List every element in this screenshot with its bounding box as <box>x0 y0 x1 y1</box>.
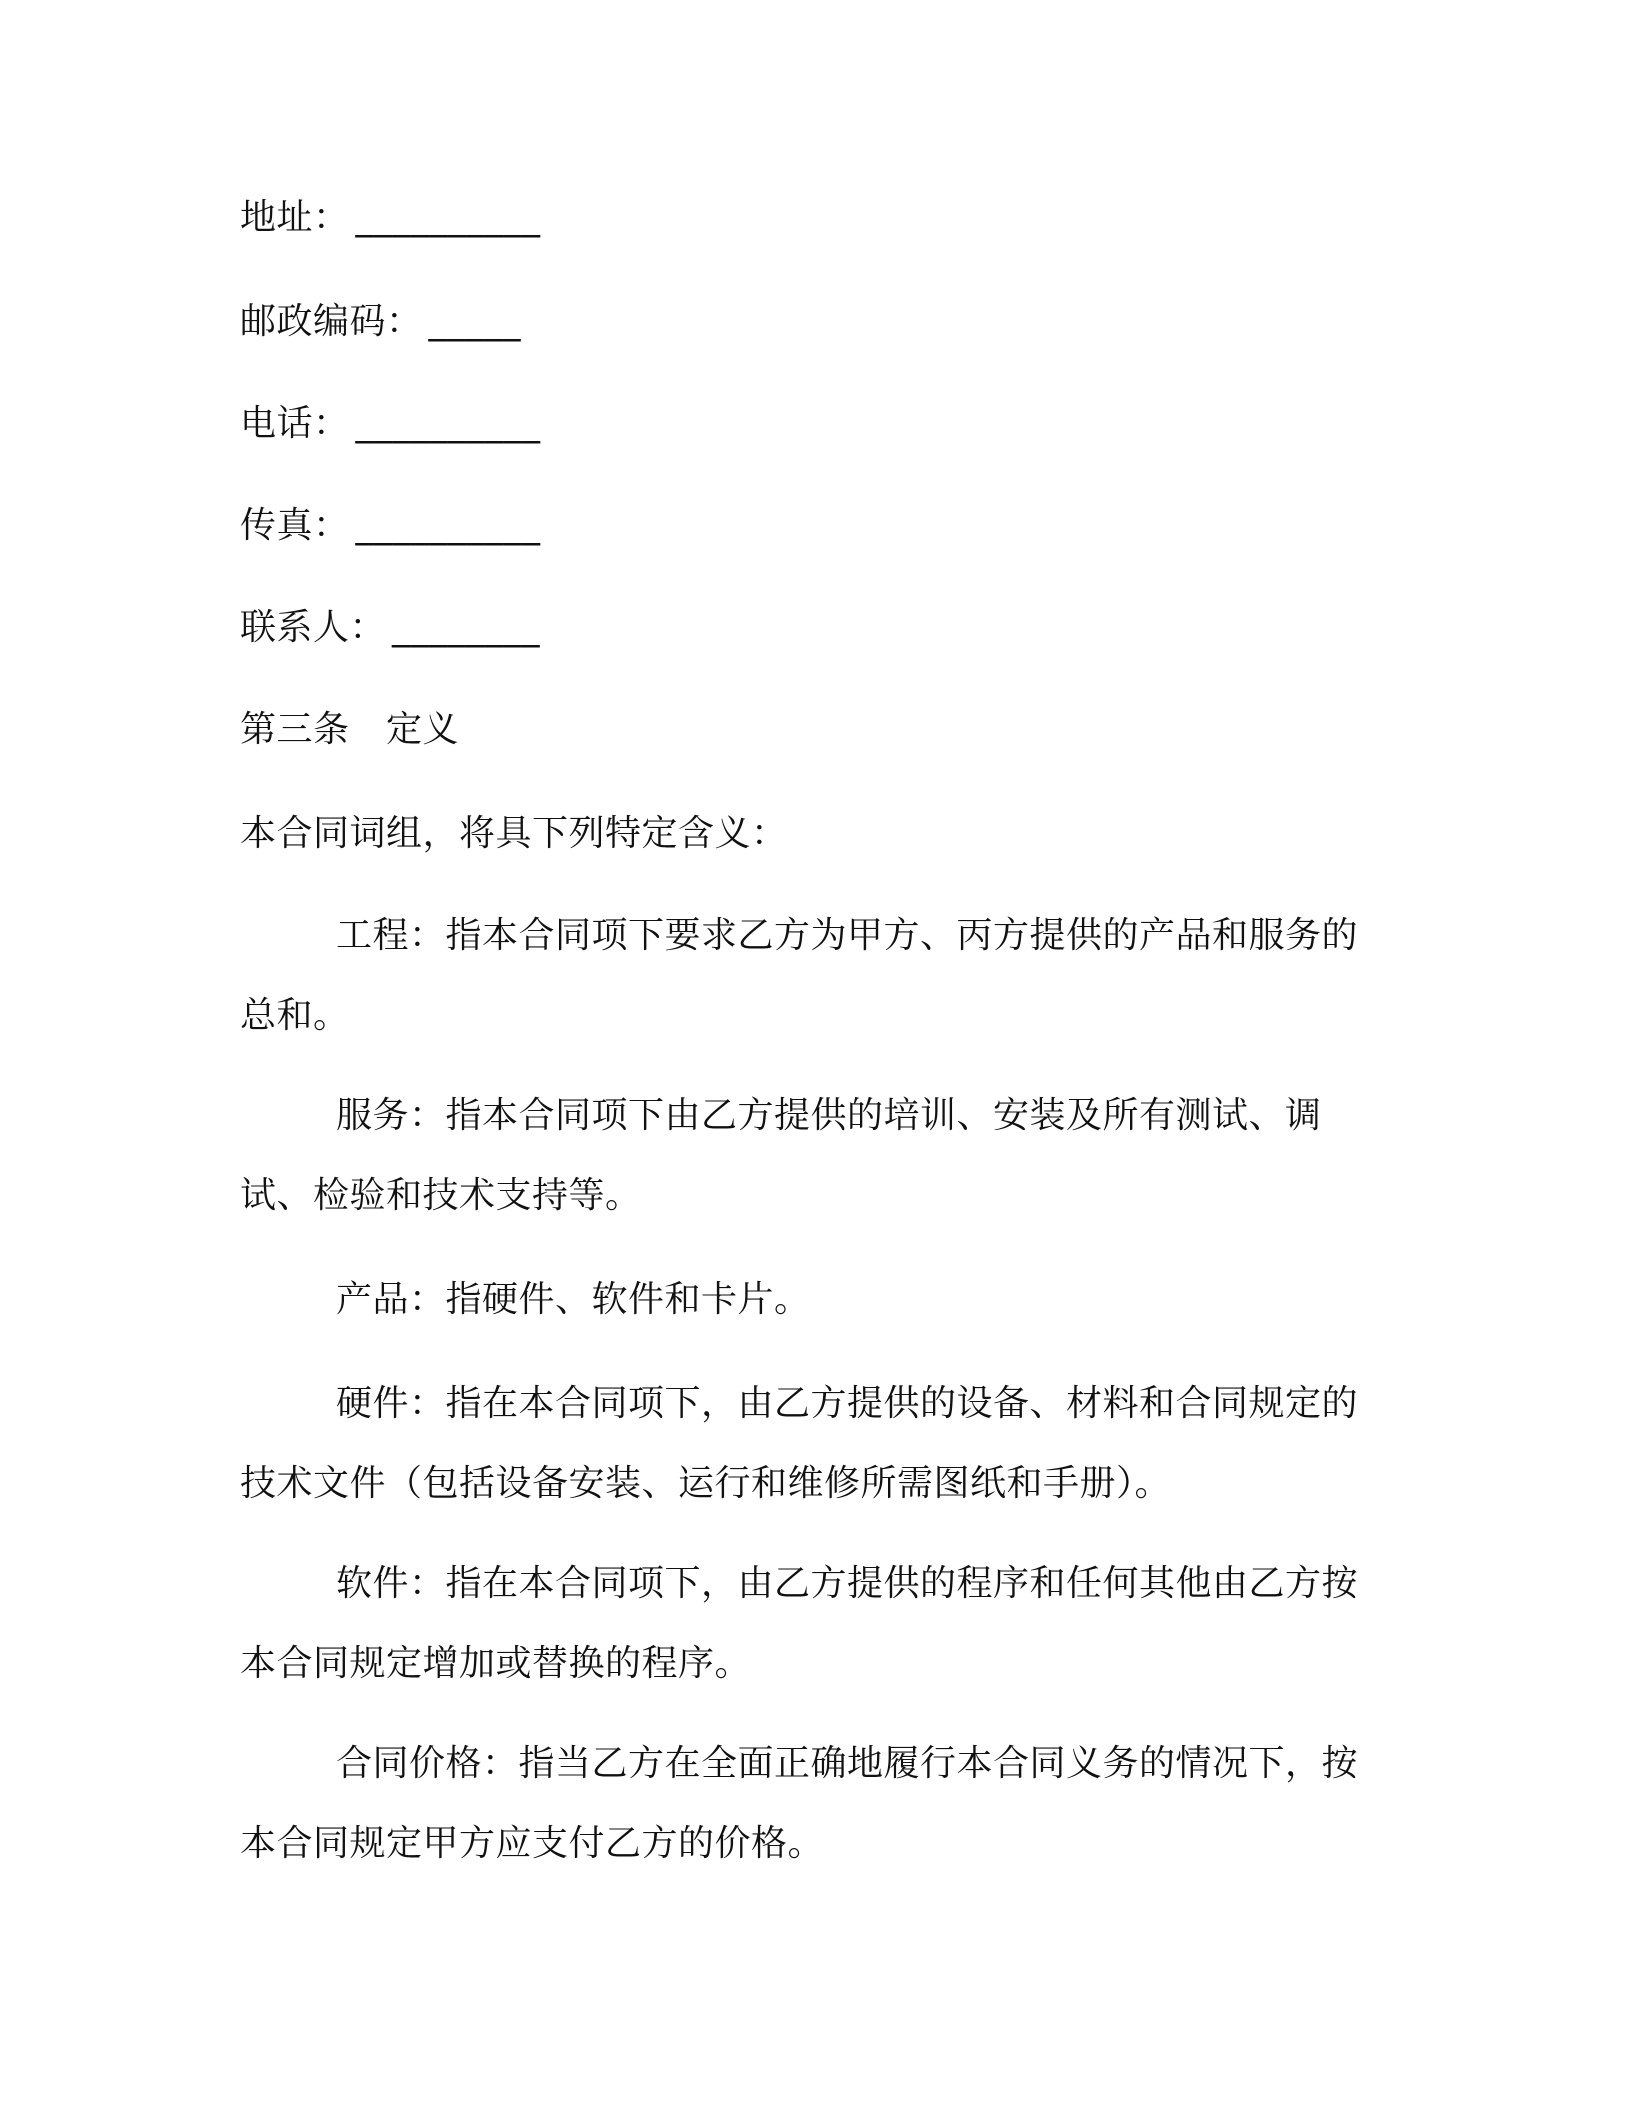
fill-in-blank: __________ <box>355 403 541 444</box>
definition-software: 软件：指在本合同项下，由乙方提供的程序和任何其他由乙方按本合同规定增加或替换的程序。 <box>240 1563 1359 1684</box>
phone-field <box>240 402 541 446</box>
postal-code-field <box>240 300 521 344</box>
field-label: 联系人： <box>240 607 387 648</box>
field-label: 邮政编码： <box>240 301 423 342</box>
field-label: 传真： <box>240 505 350 546</box>
fill-in-blank: __________ <box>355 197 541 238</box>
fill-in-blank: _____ <box>428 301 522 342</box>
definition-project: 工程：指本合同项下要求乙方为甲方、丙方提供的产品和服务的总和。 <box>240 915 1359 1036</box>
definitions-intro: 本合同词组，将具下列特定含义： <box>240 813 788 854</box>
fill-in-blank: ________ <box>392 607 541 648</box>
field-label: 电话： <box>240 403 350 444</box>
definition-hardware: 硬件：指在本合同项下，由乙方提供的设备、材料和合同规定的技术文件（包括设备安装、运行和维修所需图纸和手册）。 <box>240 1383 1359 1504</box>
fax-field <box>240 504 541 548</box>
definition-contract-price: 合同价格：指当乙方在全面正确地履行本合同义务的情况下，按本合同规定甲方应支付乙方的价格。 <box>240 1743 1359 1864</box>
field-label: 地址： <box>240 197 350 238</box>
fill-in-blank: __________ <box>355 505 541 546</box>
contact-person-field <box>240 606 540 650</box>
definition-product: 产品：指硬件、软件和卡片。 <box>336 1279 811 1320</box>
section-heading: 第三条 定义 <box>240 709 460 750</box>
address-field <box>240 196 541 240</box>
definition-service: 服务：指本合同项下由乙方提供的培训、安装及所有测试、调试、检验和技术支持等。 <box>240 1095 1322 1216</box>
